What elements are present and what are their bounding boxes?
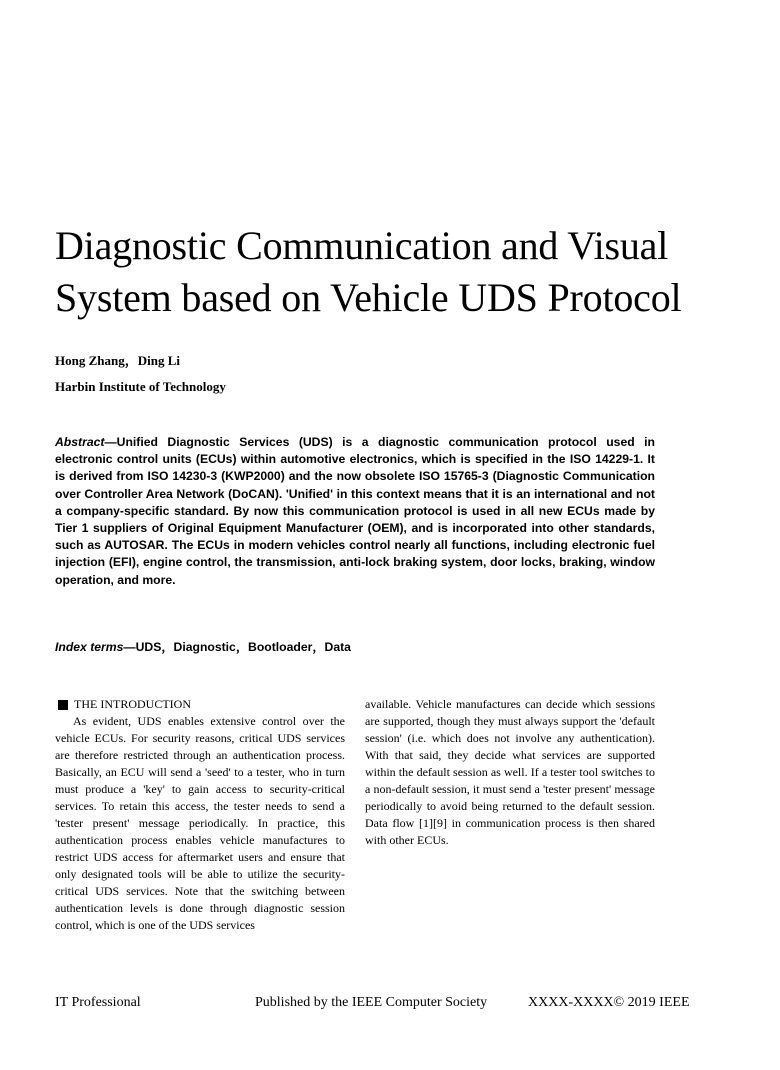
body-column-left [55,696,345,934]
paper-title: Diagnostic Communication and Visual System based on Vehicle UDS Protocol [55,223,682,320]
abstract-label: Abstract [55,435,105,449]
footer-copyright: XXXX-XXXX© 2019 IEEE [528,995,690,1010]
author-affiliation: Harbin Institute of Technology [55,379,226,394]
section-heading-text: THE INTRODUCTION [74,697,191,711]
body-column-right [365,696,655,849]
author-list: Hong Zhang，Ding Li [55,353,180,368]
index-terms [55,638,655,655]
index-terms-text: —UDS，Diagnostic，Bootloader，Data [123,640,351,654]
abstract [55,434,655,589]
abstract-text: —Unified Diagnostic Services (UDS) is a diagnostic communication protocol used in electronic control units (ECUs) within automotive electronics, which is specified in the ISO 14229-1. It is derived from ISO 14230-3 (KWP2000) and the now obsolete ISO 15765-3 (Diagnostic Communication over Controller Area Network (DoCAN). 'Unified' in this context means that it is an international and not a company-specific standard. By now this communication protocol is used in all new ECUs made by Tier 1 suppliers of Original Equipment Manufacturer (OEM), and is incorporated into other standards, such as AUTOSAR. The ECUs in modern vehicles control nearly all functions, including electronic fuel injection (EFI), engine control, the transmission, anti-lock braking system, door locks, braking, window operation, and more. [55,435,655,587]
body-paragraph: As evident, UDS enables extensive control over the vehicle ECUs. For security reasons, critical UDS services are therefore restricted through an authentication process. Basically, an ECU will send a 'seed' to a tester, who in turn must produce a 'key' to gain access to security-critical services. To retain this access, the tester needs to send a 'tester present' message periodically. In practice, this authentication process enables vehicle manufactures to restrict UDS access for aftermarket users and ensure that only designated tools will be able to utilize the security-critical UDS services. Note that the switching between authentication levels is done through diagnostic session control, which is one of the UDS services [55,714,345,932]
footer-publisher: Published by the IEEE Computer Society [255,995,488,1010]
index-terms-label: Index terms [55,640,124,654]
section-heading [55,696,345,713]
footer-journal: IT Professional [55,995,141,1010]
body-paragraph-continued: available. Vehicle manufactures can decide which sessions are supported, though they must always support the 'default session' (i.e. which does not involve any authentication). With that said, they decide what services are supported within the default session as well. If a tester tool switches to a non-default session, it must send a 'tester present' message periodically to avoid being returned to the default session. Data flow [1][9] in communication process is then shared with other ECUs. [365,697,655,847]
square-bullet-icon [58,700,68,710]
